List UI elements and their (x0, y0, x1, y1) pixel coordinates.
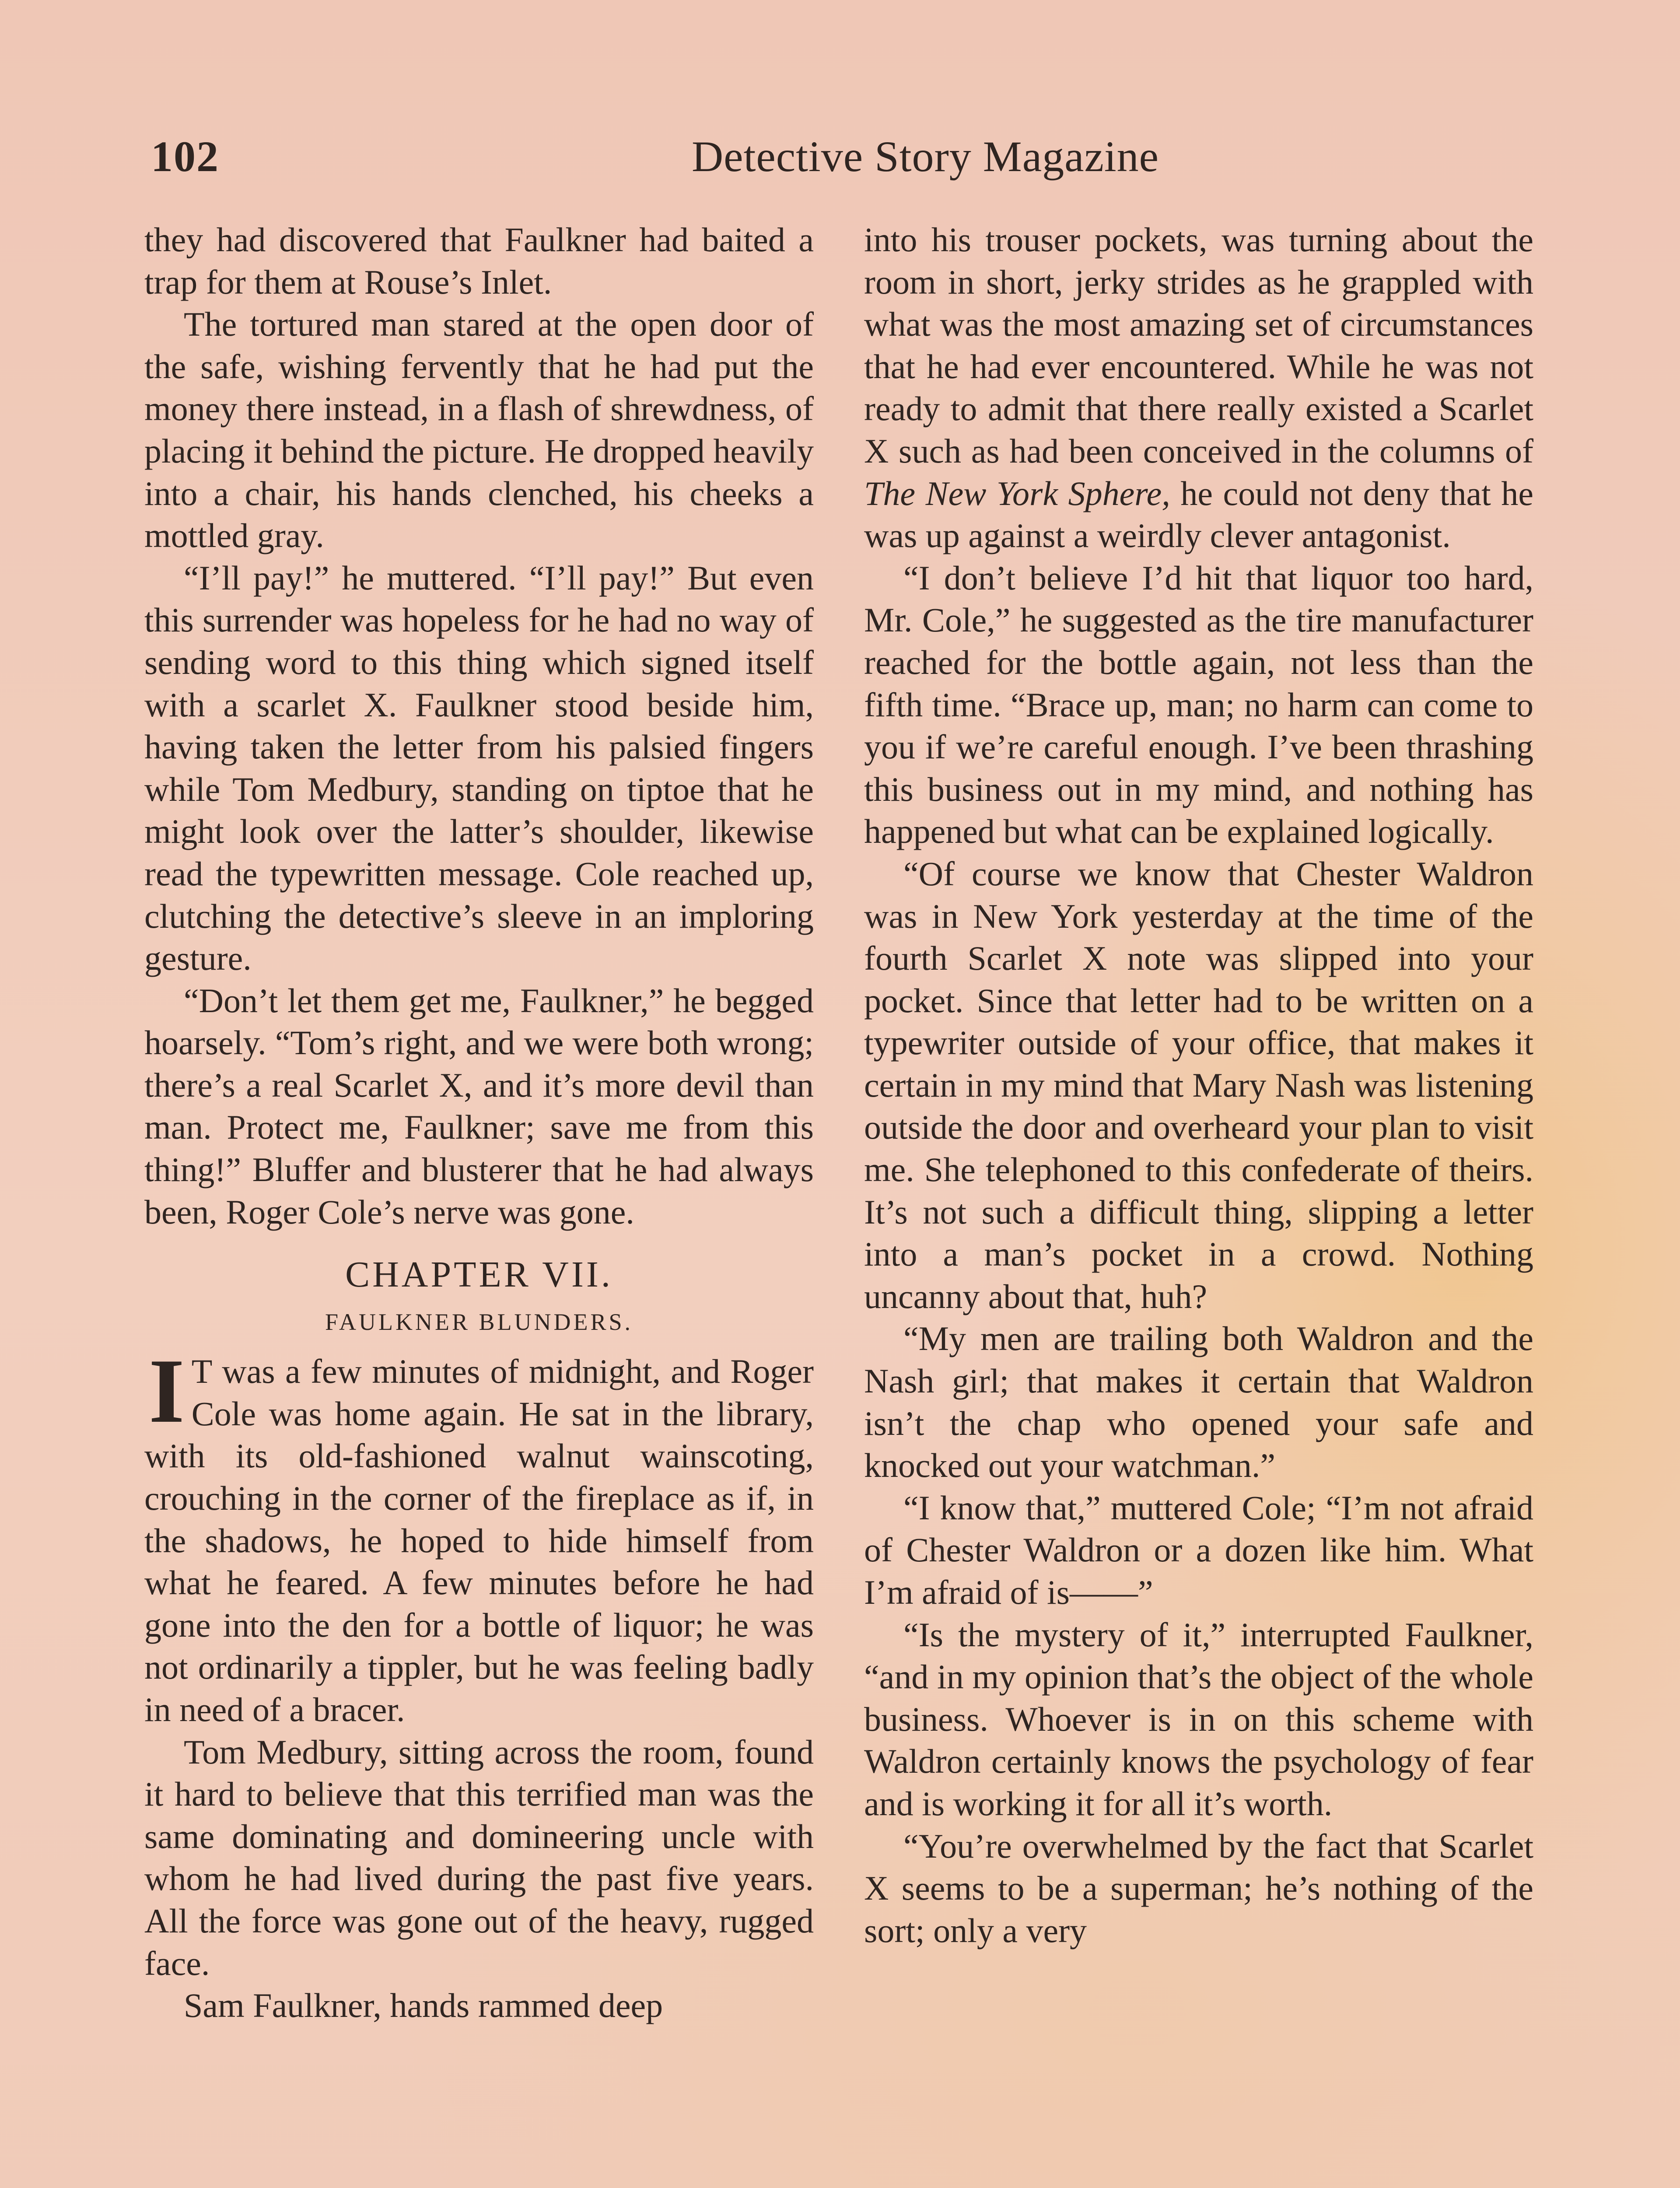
paragraph: Tom Medbury, sitting across the room, found it hard to believe that this terrified man was the same dominating and domineering uncle with whom he had lived during the past five years. All the force was gone out of the heavy, rugged face. (144, 1732, 814, 1982)
paragraph: Sam Faulkner, hands rammed deep (184, 1986, 663, 2025)
chapter-subtitle: FAULKNER BLUNDERS. (325, 1309, 634, 1336)
running-title: Detective Story Magazine (691, 132, 1159, 181)
paragraph-text: into his trouser pockets, was turning about the room in short, jerky strides as he grappled with what was the most amazing set of circumstances that he had ever encountered. While he was not ready to admit that there really existed a Scarlet X such as had been conceived in the columns of (864, 221, 1533, 470)
drop-cap-letter: I (149, 1340, 185, 1442)
paragraph: “My men are trailing both Waldron and the Nash girl; that makes it certain that Waldron isn’t the chap who opened your safe and knocked out your watchman.” (864, 1319, 1533, 1485)
chapter-opening-text: T was a few minutes of midnight, and Roger Cole was home again. He sat in the library, with its old-fashioned walnut wainscoting, crouching in the corner of the fireplace as if, in the shadows, he hoped to hide himself from what he feared. A few minutes before he had gone into the den for a bottle of liquor; he was not ordinarily a tippler, but he was feeling badly in need of a bracer. (144, 1352, 814, 1729)
paragraph: “You’re overwhelmed by the fact that Scarlet X seems to be a superman; he’s nothing of the sort; only a very (864, 1827, 1533, 1950)
paragraph: “I don’t believe I’d hit that liquor too hard, Mr. Cole,” he suggested as the tire manufacturer reached for the bottle again, not less than the fifth time. “Brace up, man; no harm can come to you if we’re careful enough. I’ve been thrashing this business out in my mind, and nothing has happened but what can be explained logically. (864, 558, 1533, 851)
paragraph-text: he could not deny that he was up against a weirdly clever antagonist. (864, 474, 1533, 555)
chapter-title: CHAPTER VII. (345, 1254, 613, 1295)
newspaper-name: The New York Sphere, (864, 474, 1170, 512)
paragraph: “I’ll pay!” he muttered. “I’ll pay!” But even this surrender was hopeless for he had no way of sending word to this thing which signed itself with a scarlet X. Faulkner stood beside him, having taken the letter from his palsied fingers while Tom Medbury, standing on tiptoe that he might look over the latter’s shoulder, likewise read the typewritten message. Cole reached up, clutching the detective’s sleeve in an imploring gesture. (144, 558, 814, 978)
paragraph: The tortured man stared at the open door of the safe, wishing fervently that he had put the money there instead, in a flash of shrewdness, of placing it behind the picture. He dropped heavily into a chair, his hands clenched, his cheeks a mottled gray. (144, 305, 814, 555)
paragraph (864, 219, 1533, 557)
page-header (151, 127, 1547, 197)
page-number: 102 (151, 132, 219, 181)
paragraph: “I know that,” muttered Cole; “I’m not afraid of Chester Waldron or a dozen like him. What I’m afraid of is——” (864, 1488, 1533, 1611)
paragraph: they had discovered that Faulkner had baited a trap for them at Rouse’s Inlet. (144, 221, 814, 301)
paragraph: “Is the mystery of it,” interrupted Faulkner, “and in my opinion that’s the object of the whole business. Whoever is in on this scheme with Waldron certainly knows the psychology of fear and is working it for all it’s worth. (864, 1615, 1533, 1823)
paragraph: “Of course we know that Chester Waldron was in New York yesterday at the time of the fourth Scarlet X note was slipped into your pocket. Since that letter had to be written on a typewriter outside of your office, that makes it certain in my mind that Mary Nash was listening outside the door and overheard your plan to visit me. She telephoned to this confederate of theirs. It’s not such a difficult thing, slipping a letter into a man’s pocket in a crowd. Nothing uncanny about that, huh? (864, 854, 1533, 1315)
paragraph: “Don’t let them get me, Faulkner,” he begged hoarsely. “Tom’s right, and we were both wrong; there’s a real Scarlet X, and it’s more devil than man. Protect me, Faulkner; save me from this thing!” Bluffer and blusterer that he had always been, Roger Cole’s nerve was gone. (144, 981, 814, 1231)
chapter-opening-paragraph (144, 1340, 814, 1731)
right-column (864, 219, 1533, 1952)
left-column (144, 219, 814, 2027)
